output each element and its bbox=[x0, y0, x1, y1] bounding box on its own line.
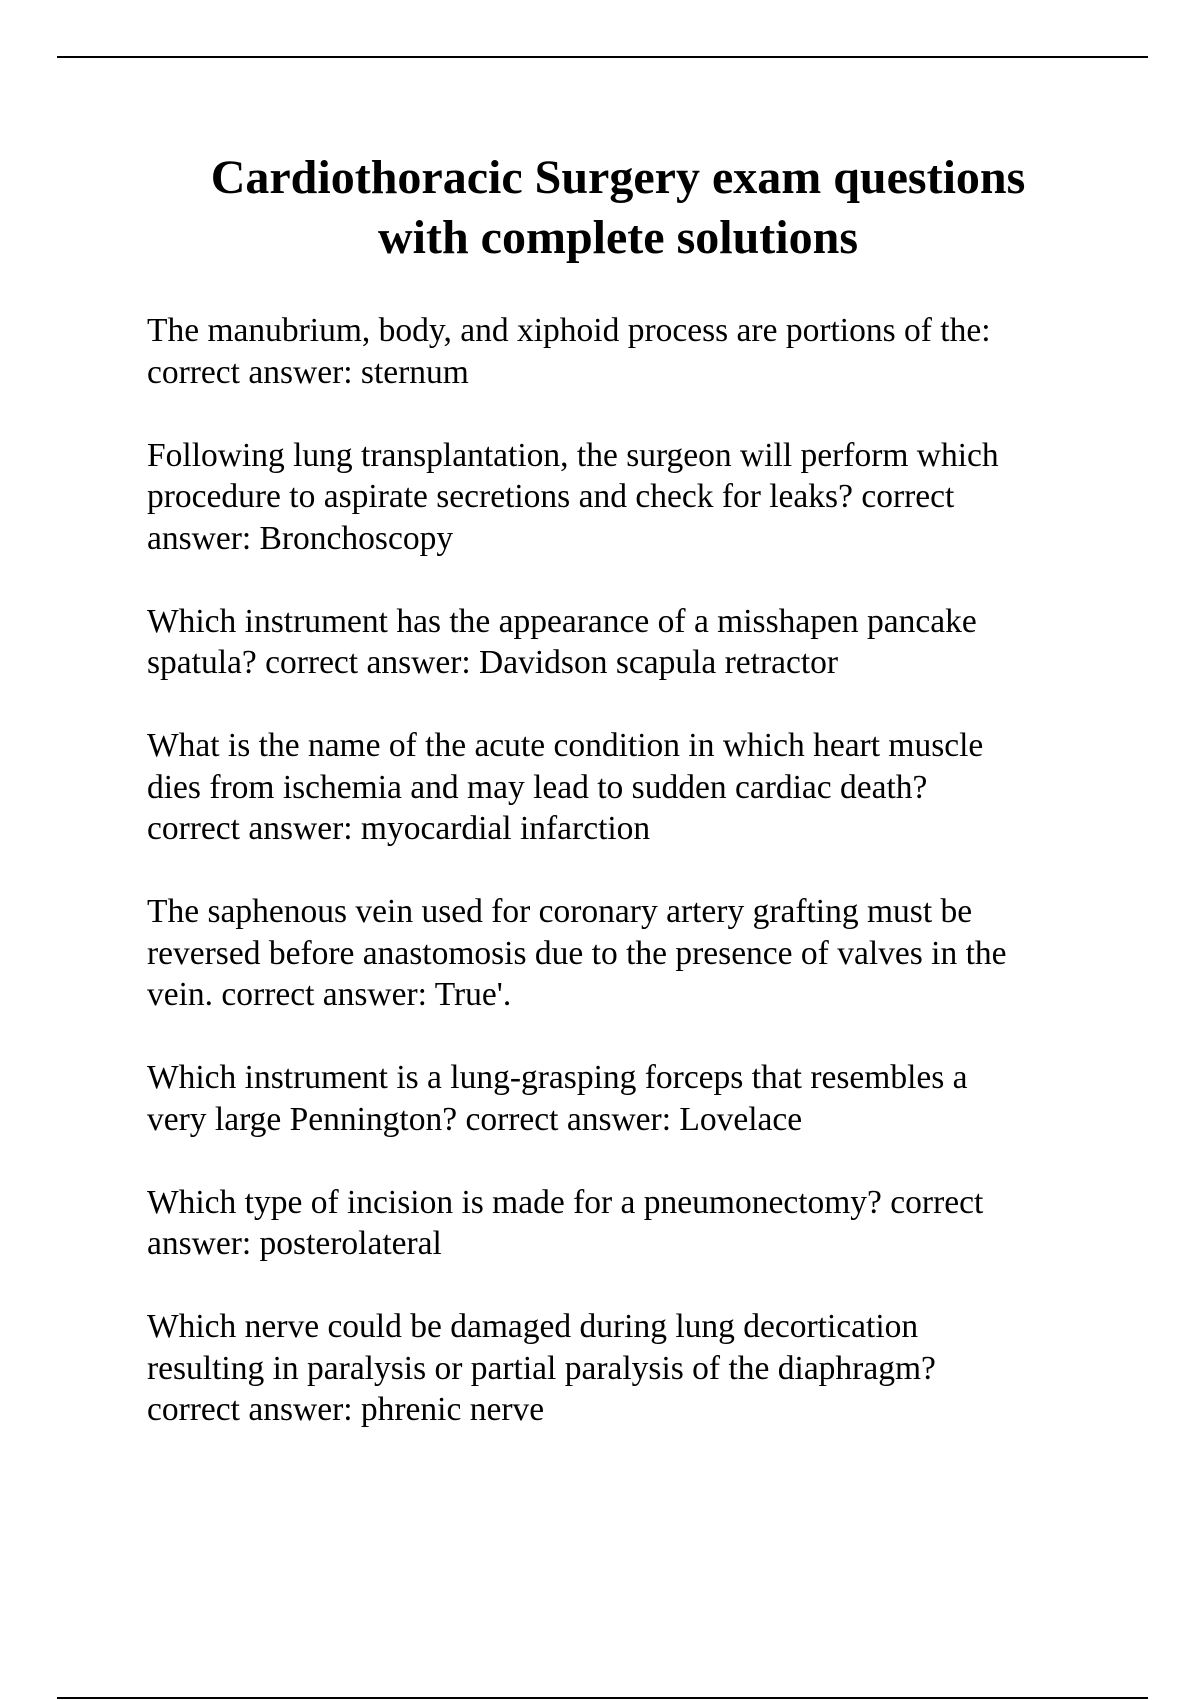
top-rule bbox=[57, 56, 1148, 58]
text-line: Which instrument has the appearance of a misshapen pancake bbox=[147, 602, 977, 640]
title-line: with complete solutions bbox=[378, 211, 858, 264]
text-line: spatula? correct answer: Davidson scapula retractor bbox=[147, 644, 839, 681]
question-list bbox=[147, 310, 1157, 1472]
text-line: vein. correct answer: True'. bbox=[147, 976, 512, 1013]
bottom-rule bbox=[57, 1697, 1148, 1699]
text-line: answer: Bronchoscopy bbox=[147, 519, 454, 557]
question-answer-item bbox=[147, 1306, 1157, 1431]
text-line: answer: posterolateral bbox=[147, 1225, 442, 1262]
text-line: resulting in paralysis or partial paralysis of the diaphragm? bbox=[147, 1349, 936, 1387]
text-line: procedure to aspirate secretions and check for leaks? correct bbox=[147, 478, 955, 515]
text-line: What is the name of the acute condition in which heart muscle bbox=[147, 727, 984, 764]
question-answer-item bbox=[147, 725, 1157, 850]
text-line: Which nerve could be damaged during lung decortication bbox=[147, 1308, 919, 1345]
text-line: Following lung transplantation, the surgeon will perform which bbox=[147, 436, 999, 474]
text-line: correct answer: phrenic nerve bbox=[147, 1391, 545, 1428]
question-answer-item bbox=[147, 601, 1157, 684]
text-line: Which instrument is a lung-grasping forceps that resembles a bbox=[147, 1059, 968, 1096]
text-line: The manubrium, body, and xiphoid process are portions of the: bbox=[147, 312, 991, 349]
title-line: Cardiothoracic Surgery exam questions bbox=[210, 151, 1026, 204]
document-title bbox=[0, 148, 1200, 268]
text-line: dies from ischemia and may lead to sudden cardiac death? bbox=[147, 768, 928, 806]
text-line: correct answer: myocardial infarction bbox=[147, 810, 651, 847]
text-line: reversed before anastomosis due to the presence of valves in the bbox=[147, 934, 1007, 972]
text-line: Which type of incision is made for a pneumonectomy? correct bbox=[147, 1183, 984, 1221]
question-answer-item bbox=[147, 1182, 1157, 1265]
text-line: The saphenous vein used for coronary artery grafting must be bbox=[147, 893, 973, 930]
question-answer-item bbox=[147, 1057, 1157, 1140]
question-answer-item bbox=[147, 891, 1157, 1016]
text-line: correct answer: sternum bbox=[147, 353, 469, 391]
question-answer-item bbox=[147, 435, 1157, 560]
text-line: very large Pennington? correct answer: Lovelace bbox=[147, 1100, 803, 1138]
question-answer-item bbox=[147, 310, 1157, 393]
